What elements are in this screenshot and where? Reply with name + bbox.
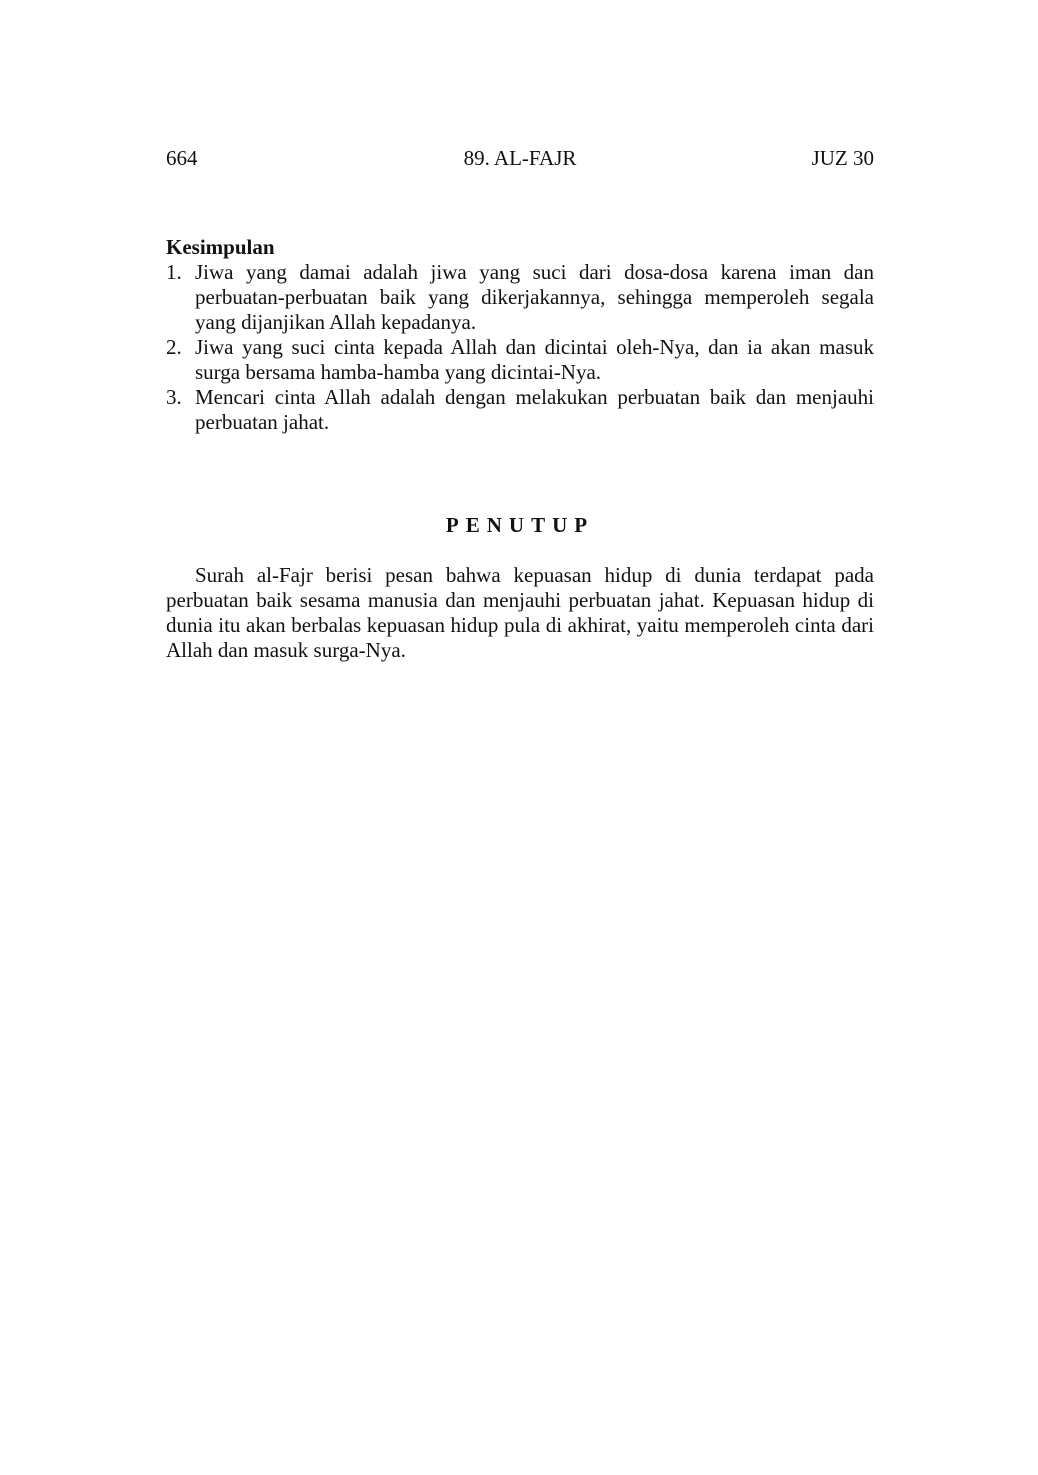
conclusion-item-text: Mencari cinta Allah adalah dengan melakukan perbuatan baik dan menjauhi perbuatan jahat. xyxy=(195,385,874,434)
closing-paragraph: Surah al-Fajr berisi pesan bahwa kepuasan hidup di dunia terdapat pada perbuatan baik sesama manusia dan menjauhi perbuatan jahat. Kepuasan hidup di dunia itu akan berbalas kepuasan hidup pula di akhirat, yaitu memperoleh cinta dari Allah dan masuk surga-Nya. xyxy=(166,563,874,662)
conclusion-item-number: 3. xyxy=(166,385,182,409)
conclusion-item-number: 2. xyxy=(166,335,182,359)
conclusion-item xyxy=(166,335,874,385)
juz-label: JUZ 30 xyxy=(811,146,874,170)
conclusion-item-text: Jiwa yang suci cinta kepada Allah dan dicintai oleh-Nya, dan ia akan masuk surga bersama hamba-hamba yang dicintai-Nya. xyxy=(195,335,874,384)
page-number: 664 xyxy=(166,146,198,170)
conclusion-item-text: Jiwa yang damai adalah jiwa yang suci dari dosa-dosa karena iman dan perbuatan-perbuatan baik yang dikerjakannya, sehingga memperoleh segala yang dijanjikan Allah kepadanya. xyxy=(195,260,874,334)
conclusion-list xyxy=(166,260,874,435)
conclusion-heading: Kesimpulan xyxy=(166,235,275,259)
running-header xyxy=(166,143,874,173)
surah-title: 89. AL-FAJR xyxy=(463,146,577,170)
conclusion-item xyxy=(166,260,874,335)
conclusion-item xyxy=(166,385,874,435)
conclusion-item-number: 1. xyxy=(166,260,182,284)
closing-title: PENUTUP xyxy=(445,513,595,537)
